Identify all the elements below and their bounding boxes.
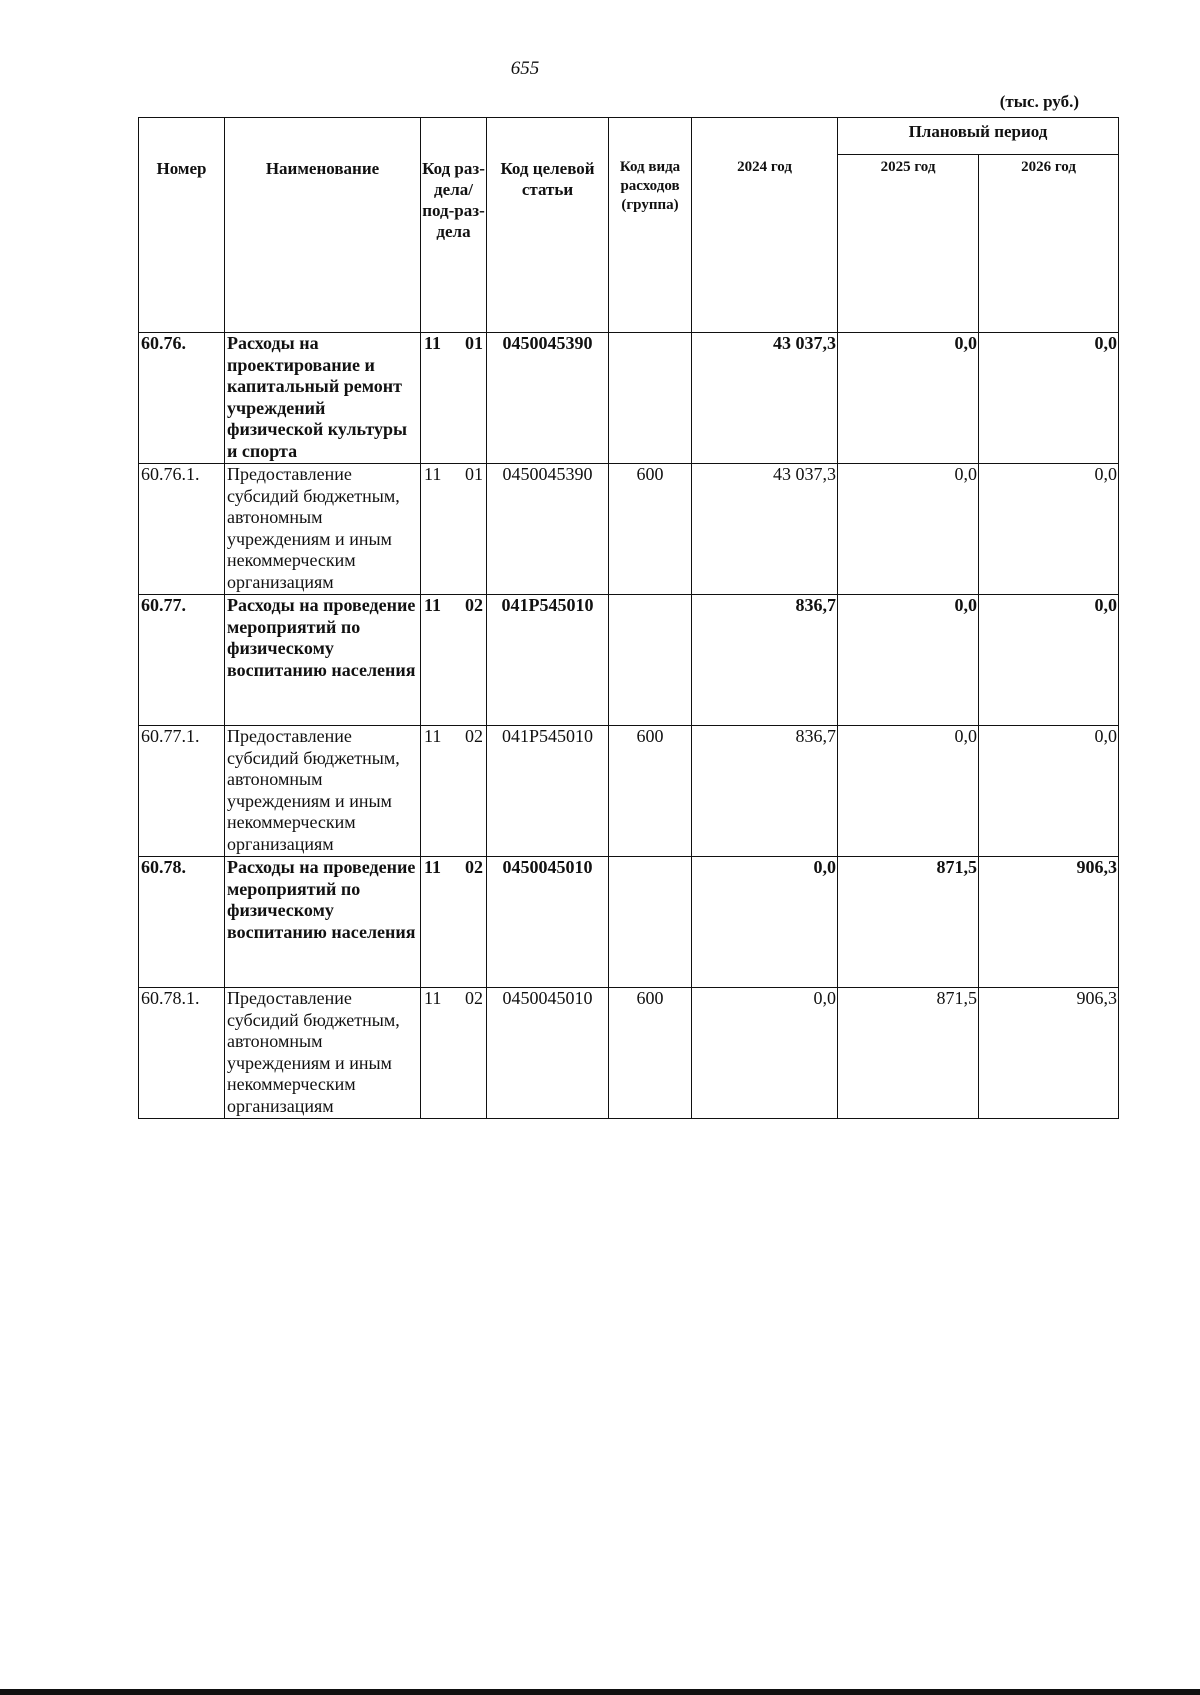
row-number: 60.77.1.	[139, 726, 225, 857]
row-y2026: 906,3	[979, 988, 1119, 1119]
row-name: Расходы на проведение мероприятий по физическому воспитанию населения	[225, 595, 421, 726]
row-expense: 600	[609, 464, 692, 595]
row-section: 11	[424, 857, 442, 877]
row-section-cell	[421, 464, 487, 595]
row-section-cell	[421, 595, 487, 726]
row-target: 0450045010	[487, 988, 609, 1119]
row-y2025: 0,0	[838, 726, 979, 857]
row-subsection: 02	[465, 726, 483, 746]
header-year-2024: 2024 год	[692, 118, 838, 333]
row-target: 041P545010	[487, 595, 609, 726]
table-row	[139, 726, 1119, 857]
row-expense	[609, 595, 692, 726]
row-expense: 600	[609, 988, 692, 1119]
row-target: 0450045010	[487, 857, 609, 988]
row-y2026: 0,0	[979, 595, 1119, 726]
table-row	[139, 333, 1119, 464]
row-y2024: 836,7	[692, 726, 838, 857]
budget-table	[138, 117, 1119, 1119]
row-y2026: 0,0	[979, 726, 1119, 857]
header-number: Номер	[139, 118, 225, 333]
table-row	[139, 595, 1119, 726]
row-number: 60.78.1.	[139, 988, 225, 1119]
row-subsection: 02	[465, 988, 483, 1008]
page-number: 655	[510, 58, 540, 79]
row-section: 11	[424, 333, 442, 353]
table-row	[139, 988, 1119, 1119]
row-section-cell	[421, 988, 487, 1119]
row-number: 60.76.	[139, 333, 225, 464]
row-target: 0450045390	[487, 464, 609, 595]
header-expense-type: Код вида расходов (группа)	[609, 118, 692, 333]
table-row	[139, 857, 1119, 988]
row-name: Расходы на проведение мероприятий по физическому воспитанию населения	[225, 857, 421, 988]
row-y2025: 0,0	[838, 333, 979, 464]
row-number: 60.78.	[139, 857, 225, 988]
row-section: 11	[424, 464, 442, 484]
row-target: 041P545010	[487, 726, 609, 857]
row-y2026: 0,0	[979, 464, 1119, 595]
row-number: 60.76.1.	[139, 464, 225, 595]
header-section-code: Код раз-дела/ под-раз-дела	[421, 118, 487, 333]
header-planned-period: Плановый период	[838, 118, 1119, 155]
row-section: 11	[424, 595, 442, 615]
page-bottom-edge	[0, 1689, 1200, 1695]
row-y2024: 0,0	[692, 988, 838, 1119]
row-name: Расходы на проектирование и капитальный ремонт учреждений физической культуры и спорта	[225, 333, 421, 464]
row-y2026: 906,3	[979, 857, 1119, 988]
header-name: Наименование	[225, 118, 421, 333]
row-y2024: 43 037,3	[692, 464, 838, 595]
table-row	[139, 464, 1119, 595]
row-subsection: 01	[465, 464, 483, 484]
row-section-cell	[421, 726, 487, 857]
row-section: 11	[424, 726, 442, 746]
row-subsection: 02	[465, 595, 483, 615]
row-section-cell	[421, 333, 487, 464]
units-label: (тыс. руб.)	[999, 92, 1079, 111]
row-y2025: 871,5	[838, 857, 979, 988]
row-name: Предоставление субсидий бюджетным, автономным учреждениям и иным некоммерческим организациям	[225, 988, 421, 1119]
row-y2024: 0,0	[692, 857, 838, 988]
row-subsection: 01	[465, 333, 483, 353]
table-header-row	[139, 118, 1119, 155]
row-y2025: 0,0	[838, 464, 979, 595]
header-target-code: Код целевой статьи	[487, 118, 609, 333]
row-y2025: 0,0	[838, 595, 979, 726]
row-y2024: 836,7	[692, 595, 838, 726]
row-target: 0450045390	[487, 333, 609, 464]
header-year-2025: 2025 год	[838, 155, 979, 333]
row-section-cell	[421, 857, 487, 988]
row-y2024: 43 037,3	[692, 333, 838, 464]
row-section: 11	[424, 988, 442, 1008]
row-expense	[609, 333, 692, 464]
row-subsection: 02	[465, 857, 483, 877]
header-year-2026: 2026 год	[979, 155, 1119, 333]
row-expense: 600	[609, 726, 692, 857]
row-y2026: 0,0	[979, 333, 1119, 464]
row-y2025: 871,5	[838, 988, 979, 1119]
row-number: 60.77.	[139, 595, 225, 726]
row-expense	[609, 857, 692, 988]
row-name: Предоставление субсидий бюджетным, автономным учреждениям и иным некоммерческим организациям	[225, 464, 421, 595]
row-name: Предоставление субсидий бюджетным, автономным учреждениям и иным некоммерческим организациям	[225, 726, 421, 857]
